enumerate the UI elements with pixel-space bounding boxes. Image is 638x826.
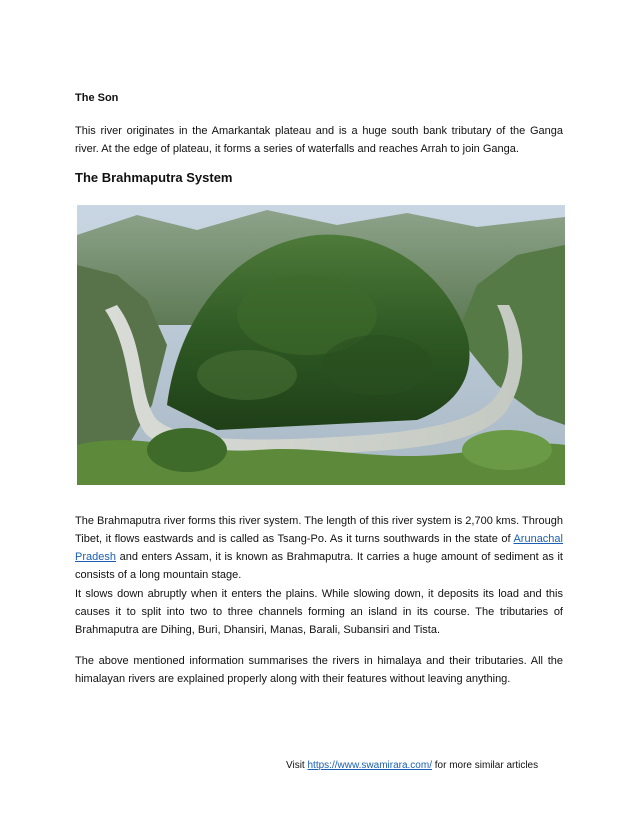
brahmaputra-paragraph-2: It slows down abruptly when it enters the plains. While slowing down, it deposits its load and this causes it to split into two to three channels forming an island in its course. The tributaries of Brahmaputra are Dihing, Buri, Dhansiri, Manas, Barali, Subansiri and Tista. — [75, 588, 563, 636]
para1-text-start: The Brahmaputra river forms this river system. The length of this river system is 2,700 kms. Through Tibet, it flows eastwards and is called as Tsang-Po. As it turns southwards in the state of — [75, 515, 563, 545]
arunachal-link[interactable]: Arunachal — [513, 533, 563, 545]
page-footer — [286, 760, 566, 771]
footer-suffix: for more similar articles — [431, 760, 539, 771]
brahmaputra-river-photo — [77, 205, 565, 485]
pradesh-link[interactable]: Pradesh — [75, 551, 116, 563]
footer-url-link[interactable]: https://www.swamirara.com/ — [307, 760, 432, 771]
brahmaputra-paragraph-3: The above mentioned information summarises the rivers in himalaya and their tributaries. All the himalayan rivers are explained properly along with their features without leaving anything. — [75, 655, 563, 685]
brahmaputra-heading: The Brahmaputra System — [75, 170, 233, 185]
son-paragraph: This river originates in the Amarkantak plateau and is a huge south bank tributary of the Ganga river. At the edge of plateau, it forms a series of waterfalls and reaches Arrah to join Ganga. — [75, 125, 563, 155]
para1-text-end: and enters Assam, it is known as Brahmaputra. It carries a huge amount of sediment as it consists of a long mountain stage. — [75, 551, 563, 581]
son-heading: The Son — [75, 92, 119, 104]
brahmaputra-paragraph-1 — [75, 512, 563, 584]
footer-prefix: Visit — [286, 760, 308, 771]
